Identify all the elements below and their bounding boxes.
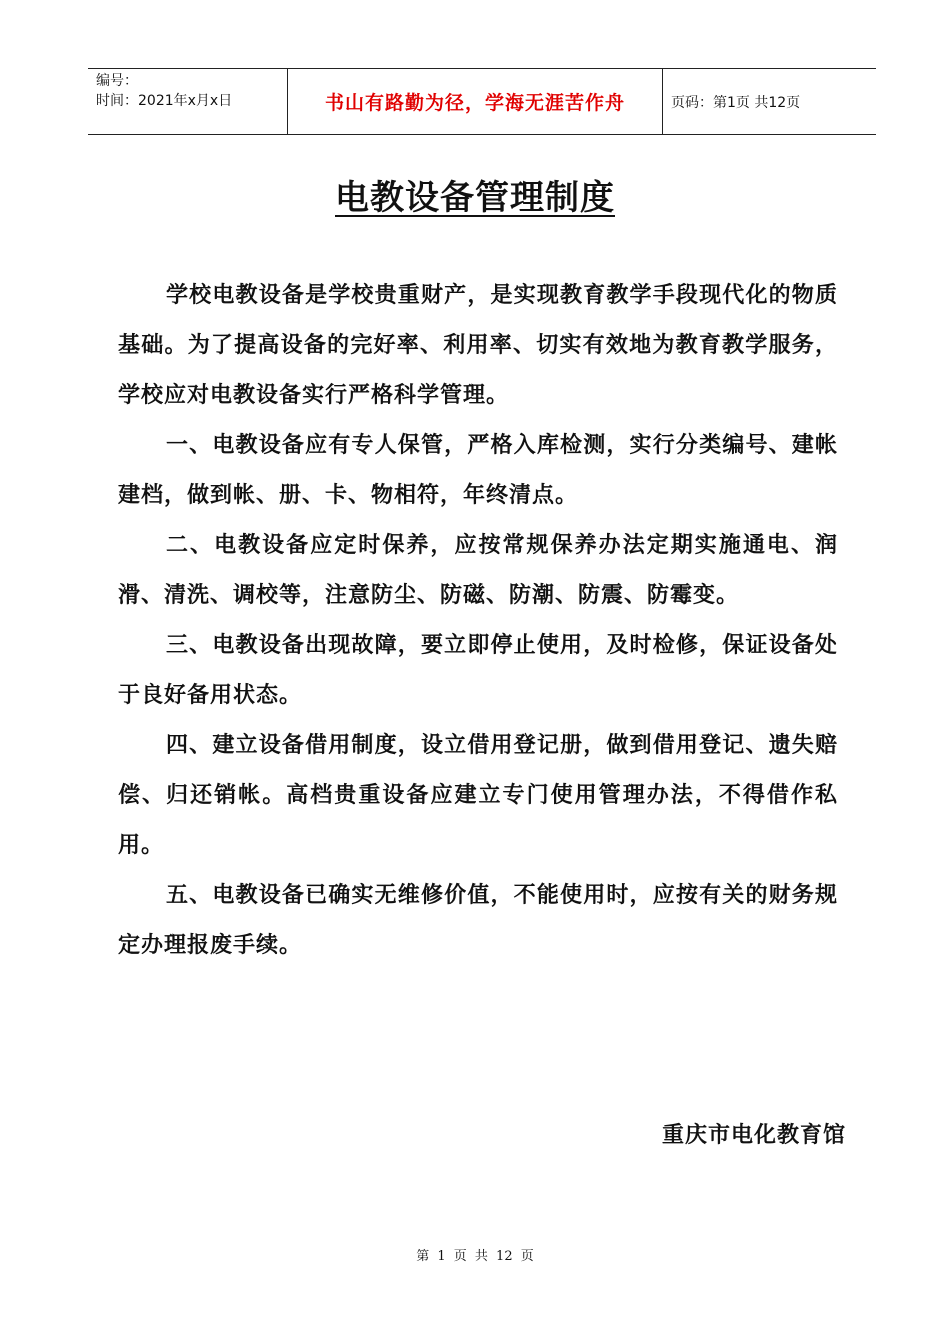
document-header (88, 68, 876, 135)
header-page-info: 页码：第1页 共12页 (671, 94, 801, 111)
header-motto-cell (287, 69, 663, 134)
serial-number-label: 编号： (96, 73, 138, 89)
document-title-wrap (0, 170, 950, 219)
paragraph-intro: 学校电教设备是学校贵重财产，是实现教育教学手段现代化的物质基础。为了提高设备的完好率、利用率、切实有效地为教育教学服务，学校应对电教设备实行严格科学管理。 (118, 282, 838, 408)
time-label: 时间：2021年x月x日 (96, 93, 233, 109)
page-footer: 第 1 页 共 12 页 (416, 1249, 534, 1264)
paragraph-rule-3: 三、电教设备出现故障，要立即停止使用，及时检修，保证设备处于良好备用状态。 (118, 632, 838, 708)
header-motto: 书山有路勤为径，学海无涯苦作舟 (324, 92, 625, 114)
paragraph-rule-5: 五、电教设备已确实无维修价值，不能使用时，应按有关的财务规定办理报废手续。 (118, 882, 838, 958)
paragraph-rule-2: 二、电教设备应定时保养，应按常规保养办法定期实施通电、润滑、清洗、调校等，注意防尘、防磁、防潮、防震、防霉变。 (118, 532, 838, 608)
document-signature: 重庆市电化教育馆 (661, 1122, 846, 1148)
header-page-info-cell (663, 69, 876, 134)
paragraph-rule-1: 一、电教设备应有专人保管，严格入库检测，实行分类编号、建帐建档，做到帐、册、卡、物相符，年终清点。 (118, 432, 838, 508)
header-meta (88, 69, 287, 134)
paragraph-rule-4: 四、建立设备借用制度，设立借用登记册，做到借用登记、遗失赔偿、归还销帐。高档贵重设备应建立专门使用管理办法，不得借作私用。 (118, 732, 838, 858)
document-title: 电教设备管理制度 (335, 178, 615, 218)
document-body (118, 270, 838, 970)
